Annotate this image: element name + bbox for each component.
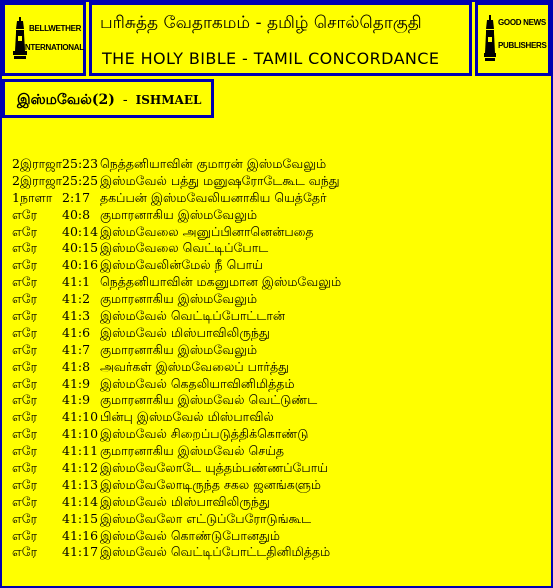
book-name: எரே xyxy=(12,291,38,307)
book-name: எரே xyxy=(12,493,38,509)
book-name: எரே xyxy=(12,274,38,290)
right-logo-line-2: PUBLISHERS xyxy=(498,41,547,50)
chapter-verse: 40:16 xyxy=(62,257,99,273)
verse-excerpt: தகப்பன் இஸ்மவேலியனாகிய யெத்தேர் xyxy=(100,189,327,205)
verse-excerpt: இஸ்மவேல் சிறைப்படுத்திக்கொண்டு xyxy=(100,426,309,442)
chapter-verse: 40:15 xyxy=(62,240,99,256)
good-news-logo xyxy=(475,2,551,76)
book-name: எரே xyxy=(12,358,38,374)
book-name: எரே xyxy=(12,257,38,273)
book-name: எரே xyxy=(12,308,38,324)
left-logo-line-1: BELLWETHER xyxy=(29,24,82,33)
tower-logo-icon xyxy=(484,15,496,61)
chapter-verse: 41:9 xyxy=(62,392,91,408)
book-name: எரே xyxy=(12,375,38,391)
book-name: எரே xyxy=(12,223,38,239)
book-name: எரே xyxy=(12,324,38,340)
verse-excerpt: இஸ்மவேலோ எட்டுப்பேரோடுங்கூட xyxy=(100,510,312,526)
verse-excerpt: இஸ்மவேலை அனுப்பினானென்பதை xyxy=(100,223,314,239)
chapter-verse: 41:12 xyxy=(62,460,99,476)
chapter-verse: 40:8 xyxy=(62,206,91,222)
book-name: எரே xyxy=(12,443,38,459)
verse-excerpt: நெத்தனியாவின் குமாரன் இஸ்மவேலும் xyxy=(100,156,327,171)
book-name: எரே xyxy=(12,341,38,357)
verse-excerpt: இஸ்மவேல் பத்து மனுஷரோடேகூட வந்து xyxy=(100,172,340,188)
verse-excerpt: இஸ்மவேல் கொண்டுபோனதும் xyxy=(100,527,280,543)
chapter-verse: 41:10 xyxy=(62,409,99,425)
verse-excerpt: பின்பு இஸ்மவேல் மிஸ்பாவில் xyxy=(100,409,274,425)
verse-excerpt: இஸ்மவேலை வெட்டிப்போட xyxy=(100,240,269,256)
book-name: எரே xyxy=(12,460,38,476)
verse-excerpt: இஸ்மவேல் மிஸ்பாவிலிருந்து xyxy=(100,493,270,509)
right-logo-line-1: GOOD NEWS xyxy=(498,18,546,27)
chapter-verse: 41:15 xyxy=(62,510,99,526)
verse-excerpt: குமாரனாகிய இஸ்மவேல் வெட்டுண்ட xyxy=(100,392,318,408)
book-name: எரே xyxy=(12,206,38,222)
chapter-verse: 41:8 xyxy=(62,358,91,374)
book-name: எரே xyxy=(12,510,38,526)
verse-reference: 2இராஜா25:25 xyxy=(12,172,99,188)
book-name: எரே xyxy=(12,409,38,425)
verse-excerpt: குமாரனாகிய இஸ்மவேலும் xyxy=(100,206,258,222)
chapter-verse: 41:10 xyxy=(62,426,99,442)
verse-reference: 2இராஜா25:23 xyxy=(12,156,99,171)
verse-excerpt: இஸ்மவேல் வெட்டிப்போட்டான் xyxy=(100,308,285,324)
title-english: THE HOLY BIBLE - TAMIL CONCORDANCE xyxy=(102,49,440,68)
verse-excerpt: இஸ்மவேலோடே யுத்தம்பண்ணப்போய் xyxy=(100,460,328,476)
book-name: எரே xyxy=(12,476,38,492)
verse-excerpt: நெத்தனியாவின் மகனுமான இஸ்மவேலும் xyxy=(100,274,342,290)
verse-excerpt: இஸ்மவேல் கெதலியாவினிமித்தம் xyxy=(100,375,295,391)
verse-excerpt: குமாரனாகிய இஸ்மவேல் செய்த xyxy=(100,443,285,459)
title-tamil: பரிசுத்த வேதாகமம் - தமிழ் சொல்தொகுதி xyxy=(100,13,422,33)
chapter-verse: 2:17 xyxy=(62,189,91,205)
book-name: எரே xyxy=(12,426,38,442)
verse-excerpt: இஸ்மவேல் வெட்டிப்போட்டதினிமித்தம் xyxy=(100,544,331,560)
verse-excerpt: இஸ்மவேலின்மேல் நீ பொய் xyxy=(100,257,263,273)
book-name: எரே xyxy=(12,240,38,256)
chapter-verse: 41:3 xyxy=(62,308,91,324)
book-name: எரே xyxy=(12,527,38,543)
bellwether-logo xyxy=(2,2,86,76)
chapter-verse: 41:14 xyxy=(62,493,99,509)
chapter-verse: 41:7 xyxy=(62,341,91,357)
headword-box xyxy=(2,79,214,118)
chapter-verse: 41:2 xyxy=(62,291,91,307)
title-banner xyxy=(89,2,472,76)
left-logo-line-2: INTERNATIONAL xyxy=(23,43,84,52)
headword-separator: - xyxy=(122,92,128,108)
verse-excerpt: இஸ்மவேலோடிருந்த சகல ஜனங்களும் xyxy=(100,476,321,492)
book-name: எரே xyxy=(12,544,38,560)
verse-excerpt: அவர்கள் இஸ்மவேலைப் பார்த்து xyxy=(100,358,289,374)
chapter-verse: 41:16 xyxy=(62,527,99,543)
chapter-verse: 41:6 xyxy=(62,324,91,340)
verse-excerpt: குமாரனாகிய இஸ்மவேலும் xyxy=(100,291,258,307)
chapter-verse: 41:9 xyxy=(62,375,91,391)
headword-tamil: இஸ்மவேல்(2) xyxy=(17,92,115,108)
verse-excerpt: இஸ்மவேல் மிஸ்பாவிலிருந்து xyxy=(100,324,270,340)
chapter-verse: 41:17 xyxy=(62,544,99,560)
book-name: எரே xyxy=(12,392,38,408)
verse-excerpt: குமாரனாகிய இஸ்மவேலும் xyxy=(100,341,258,357)
chapter-verse: 41:13 xyxy=(62,476,99,492)
chapter-verse: 41:1 xyxy=(62,274,91,290)
headword-english: ISHMAEL xyxy=(135,93,202,107)
chapter-verse: 41:11 xyxy=(62,443,99,459)
book-name: 1நாளா xyxy=(12,189,53,205)
chapter-verse: 40:14 xyxy=(62,223,99,239)
